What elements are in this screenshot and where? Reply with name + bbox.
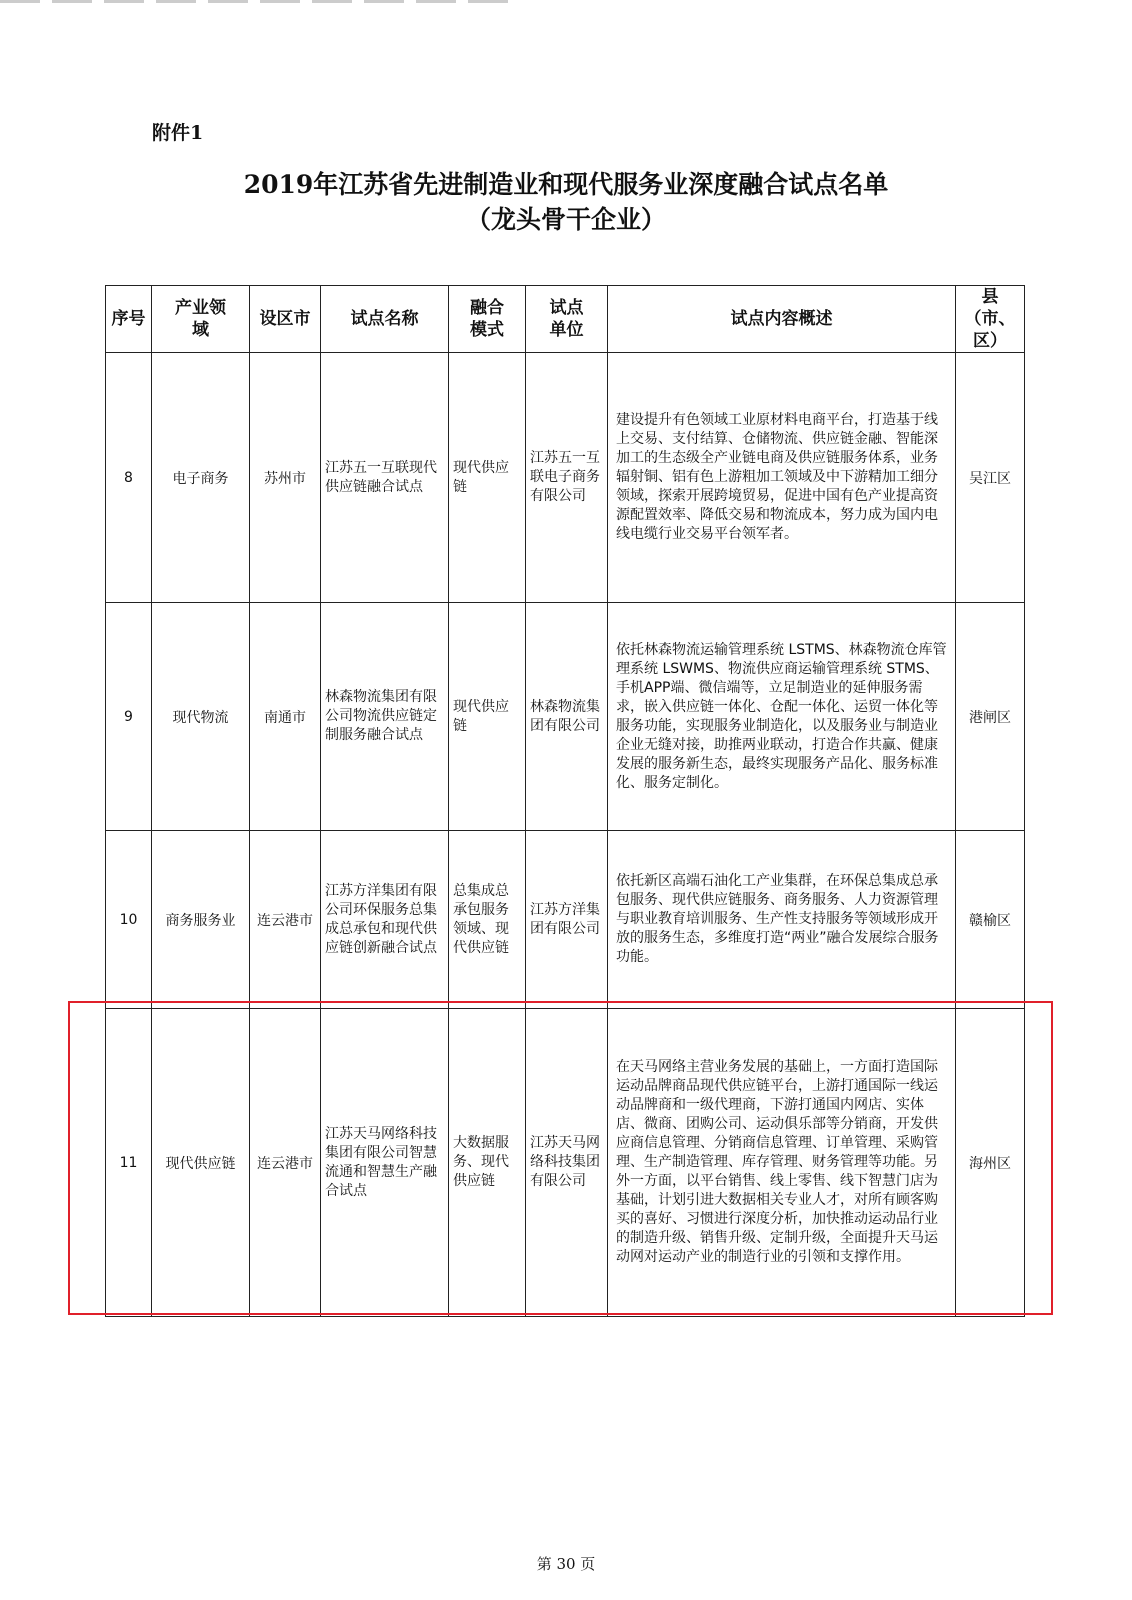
cell-city: 连云港市 [250, 1009, 321, 1317]
header-field: 产业领域 [152, 286, 250, 353]
cell-mode: 总集成总承包服务领域、现代供应链 [449, 831, 526, 1009]
cell-name: 江苏天马网络科技集团有限公司智慧流通和智慧生产融合试点 [321, 1009, 449, 1317]
header-summary: 试点内容概述 [608, 286, 956, 353]
cell-field: 现代供应链 [152, 1009, 250, 1317]
cell-name: 江苏方洋集团有限公司环保服务总集成总承包和现代供应链创新融合试点 [321, 831, 449, 1009]
cell-seq: 9 [106, 603, 152, 831]
cell-city: 苏州市 [250, 353, 321, 603]
cell-mode: 现代供应链 [449, 353, 526, 603]
cell-summary: 建设提升有色领域工业原材料电商平台，打造基于线上交易、支付结算、仓储物流、供应链金融、智能深加工的生态级全产业链电商及供应链服务体系，业务辐射铜、铝有色上游粗加工领域及中下游精加工细分领域，探索开展跨境贸易，促进中国有色产业提高资源配置效率、降低交易和物流成本，努力成为国内电线电缆行业交易平台领军者。 [608, 353, 956, 603]
table-row [106, 831, 1025, 1009]
header-name: 试点名称 [321, 286, 449, 353]
cell-unit: 江苏天马网络科技集团有限公司 [526, 1009, 608, 1317]
cell-name: 江苏五一互联现代供应链融合试点 [321, 353, 449, 603]
cell-unit: 江苏方洋集团有限公司 [526, 831, 608, 1009]
cell-name: 林森物流集团有限公司物流供应链定制服务融合试点 [321, 603, 449, 831]
page-number: 第 30 页 [536, 1555, 596, 1573]
cell-seq: 10 [106, 831, 152, 1009]
highlight-box [68, 1001, 1053, 1315]
cell-seq: 11 [106, 1009, 152, 1317]
cell-field: 电子商务 [152, 353, 250, 603]
cell-seq: 8 [106, 353, 152, 603]
cell-summary: 依托林森物流运输管理系统 LSTMS、林森物流仓库管理系统 LSWMS、物流供应商运输管理系统 STMS、手机APP端、微信端等，立足制造业的延伸服务需求，嵌入供应链一体化、仓配一体化、运贸一体化等服务功能，实现服务业制造化，以及服务业与制造业企业无缝对接，助推两业联动，打造合作共赢、健康发展的服务新生态，最终实现服务产品化、服务标准化、服务定制化。 [608, 603, 956, 831]
header-city: 设区市 [250, 286, 321, 353]
table-row [106, 353, 1025, 603]
scan-edge-marks [0, 0, 520, 3]
cell-district: 吴江区 [956, 353, 1025, 603]
document-title: 2019年江苏省先进制造业和现代服务业深度融合试点名单 [243, 170, 889, 199]
header-seq: 序号 [106, 286, 152, 353]
cell-unit: 林森物流集团有限公司 [526, 603, 608, 831]
cell-summary: 在天马网络主营业务发展的基础上，一方面打造国际运动品牌商品现代供应链平台，上游打通国际一线运动品牌商和一级代理商，下游打通国内网店、实体店、微商、团购公司、运动俱乐部等分销商，开发供应商信息管理、分销商信息管理、订单管理、采购管理、生产制造管理、库存管理、财务管理等功能。另外一方面，以平台销售、线上零售、线下智慧门店为基础，计划引进大数据相关专业人才，对所有顾客购买的喜好、习惯进行深度分析，加快推动运动品行业的制造升级、销售升级、定制升级，全面提升天马运动网对运动产业的制造行业的引领和支撑作用。 [608, 1009, 956, 1317]
header-district: 县（市、区） [956, 286, 1025, 353]
cell-field: 现代物流 [152, 603, 250, 831]
cell-city: 连云港市 [250, 831, 321, 1009]
cell-summary: 依托新区高端石油化工产业集群，在环保总集成总承包服务、现代供应链服务、商务服务、人力资源管理与职业教育培训服务、生产性支持服务等领域形成开放的服务生态，多维度打造“两业”融合发展综合服务功能。 [608, 831, 956, 1009]
document-subtitle: （龙头骨干企业） [465, 205, 666, 234]
header-unit: 试点单位 [526, 286, 608, 353]
cell-field: 商务服务业 [152, 831, 250, 1009]
cell-district: 港闸区 [956, 603, 1025, 831]
cell-city: 南通市 [250, 603, 321, 831]
cell-mode: 大数据服务、现代供应链 [449, 1009, 526, 1317]
cell-unit: 江苏五一互联电子商务有限公司 [526, 353, 608, 603]
cell-mode: 现代供应链 [449, 603, 526, 831]
table-row [106, 603, 1025, 831]
cell-district: 赣榆区 [956, 831, 1025, 1009]
annex-label: 附件1 [152, 122, 204, 144]
table-header-row [106, 286, 1025, 353]
cell-district: 海州区 [956, 1009, 1025, 1317]
header-mode: 融合模式 [449, 286, 526, 353]
